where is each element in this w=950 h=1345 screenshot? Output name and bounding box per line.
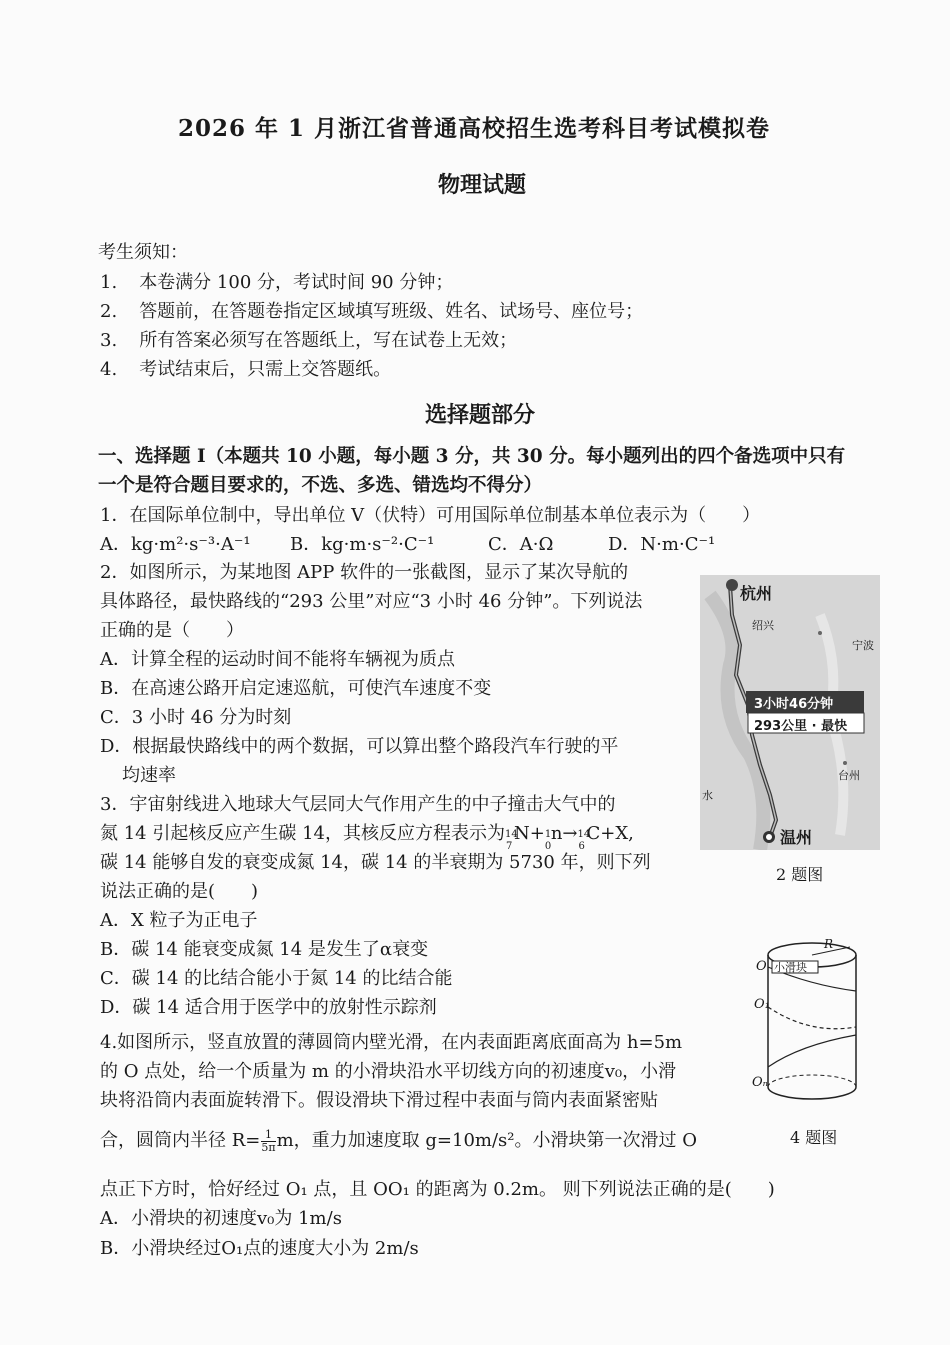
q1-option-b: B．kg·m·s⁻²·C⁻¹ xyxy=(290,534,435,555)
q2-option-c: C．3 小时 46 分为时刻 xyxy=(100,707,292,728)
q4-figure-caption: 4 题图 xyxy=(790,1128,838,1147)
notice-heading: 考生须知： xyxy=(98,242,188,263)
q4-stem-line3: 块将沿筒内表面旋转滑下。假设滑块下滑过程中表面与筒内表面紧密贴 xyxy=(100,1090,658,1111)
q2-option-a: A．计算全程的运动时间不能将车辆视为质点 xyxy=(100,649,455,670)
q2-figure-caption: 2 题图 xyxy=(776,865,824,884)
q1-option-a: A．kg·m²·s⁻³·A⁻¹ xyxy=(100,534,251,555)
notice-item: 4. 考试结束后，只需上交答题纸。 xyxy=(100,359,392,380)
map-label-taizhou: 台州 xyxy=(838,769,860,782)
q2-option-b: B．在高速公路开启定速巡航，可使汽车速度不变 xyxy=(100,678,492,699)
map-label-shaoxing: 绍兴 xyxy=(752,619,774,632)
route-time-label: 3小时46分钟 xyxy=(754,697,834,712)
exam-title: 2026 年 1 月浙江省普通高校招生选考科目考试模拟卷 xyxy=(178,115,771,142)
map-label-hangzhou: 杭州 xyxy=(740,584,773,603)
q2-option-d-cont: 均速率 xyxy=(122,765,176,786)
q4-label-o1: O₁ xyxy=(754,997,770,1012)
q4-stem-line2: 的 O 点处，给一个质量为 m 的小滑块沿水平切线方向的初速度v₀，小滑 xyxy=(100,1061,677,1082)
q4-stem-line1: 4.如图所示，竖直放置的薄圆筒内壁光滑，在内表面距离底面高为 h=5m xyxy=(100,1032,683,1053)
q2-map-figure xyxy=(700,575,880,850)
q3-stem-line4: 说法正确的是( ) xyxy=(100,881,259,902)
q1-option-d: D．N·m·C⁻¹ xyxy=(608,534,716,555)
map-label-ningbo: 宁波 xyxy=(852,639,874,652)
q2-stem-line1: 2．如图所示，为某地图 APP 软件的一张截图，显示了某次导航的 xyxy=(100,562,629,583)
q2-stem-line2: 具体路径，最快路线的“293 公里”对应“3 小时 46 分钟”。下列说法 xyxy=(100,591,643,612)
q3-option-c: C．碳 14 的比结合能小于氮 14 的比结合能 xyxy=(100,968,453,989)
fraction-denominator: 5π xyxy=(261,1140,276,1154)
q3-stem-line2: 氮 14 引起核反应产生碳 14，其核反应方程表示为 14 7 N+ 1 0 n→ 14 6 C+X, xyxy=(100,823,634,852)
q3-stem-line3: 碳 14 能够自发的衰变成氮 14，碳 14 的半衰期为 5730 年，则下列 xyxy=(100,852,651,873)
q4-label-r: R xyxy=(824,937,834,951)
q3-option-d: D．碳 14 适合用于医学中的放射性示踪剂 xyxy=(100,997,437,1018)
q4-stem-line4: 合，圆筒内半径 R= $\frac{1}{5\pi}$ m，重力加速度取 g=10m/s²。小滑块第一次滑过 O xyxy=(100,1127,697,1154)
q4-label-block: 小滑块 xyxy=(774,961,807,974)
notice-item: 3. 所有答案必须写在答题纸上，写在试卷上无效； xyxy=(100,330,518,351)
q3-option-b: B．碳 14 能衰变成氮 14 是发生了α衰变 xyxy=(100,939,429,960)
q4-cylinder-figure xyxy=(750,935,870,1115)
q3-option-a: A．X 粒子为正电子 xyxy=(100,910,258,931)
fraction-numerator: 1 xyxy=(261,1129,275,1142)
part-heading-line1: 一、选择题 I（本题共 10 小题，每小题 3 分，共 30 分。每小题列出的四个备选项中只有 xyxy=(98,446,846,467)
q1-option-c: C．A·Ω xyxy=(488,534,554,555)
map-label-wenzhou: 温州 xyxy=(780,828,813,847)
route-distance-label: 293公里 · 最快 xyxy=(754,719,848,734)
map-label-water: 水 xyxy=(702,789,713,802)
notice-item: 2. 答题前，在答题卷指定区域填写班级、姓名、试场号、座位号； xyxy=(100,301,644,322)
section-title: 选择题部分 xyxy=(425,402,536,428)
q4-option-b: B．小滑块经过O₁点的速度大小为 2m/s xyxy=(100,1238,419,1259)
q2-stem-line3: 正确的是（ ） xyxy=(100,620,244,641)
exam-subtitle: 物理试题 xyxy=(438,172,527,198)
q4-stem-line5: 点正下方时，恰好经过 O₁ 点，且 OO₁ 的距离为 0.2m。 则下列说法正确的是( ) xyxy=(100,1179,775,1200)
q4-label-o: O xyxy=(756,959,767,974)
q4-label-on: Oₙ xyxy=(752,1075,768,1090)
notice-item: 1. 本卷满分 100 分，考试时间 90 分钟； xyxy=(100,272,454,293)
q1-stem: 1．在国际单位制中，导出单位 V（伏特）可用国际单位制基本单位表示为（ ） xyxy=(100,505,761,526)
q3-stem-line1: 3．宇宙射线进入地球大气层同大气作用产生的中子撞击大气中的 xyxy=(100,794,616,815)
q2-option-d: D．根据最快路线中的两个数据，可以算出整个路段汽车行驶的平 xyxy=(100,736,619,757)
q4-option-a: A．小滑块的初速度v₀为 1m/s xyxy=(100,1208,342,1229)
part-heading-line2: 一个是符合题目要求的，不选、多选、错选均不得分） xyxy=(98,475,543,496)
